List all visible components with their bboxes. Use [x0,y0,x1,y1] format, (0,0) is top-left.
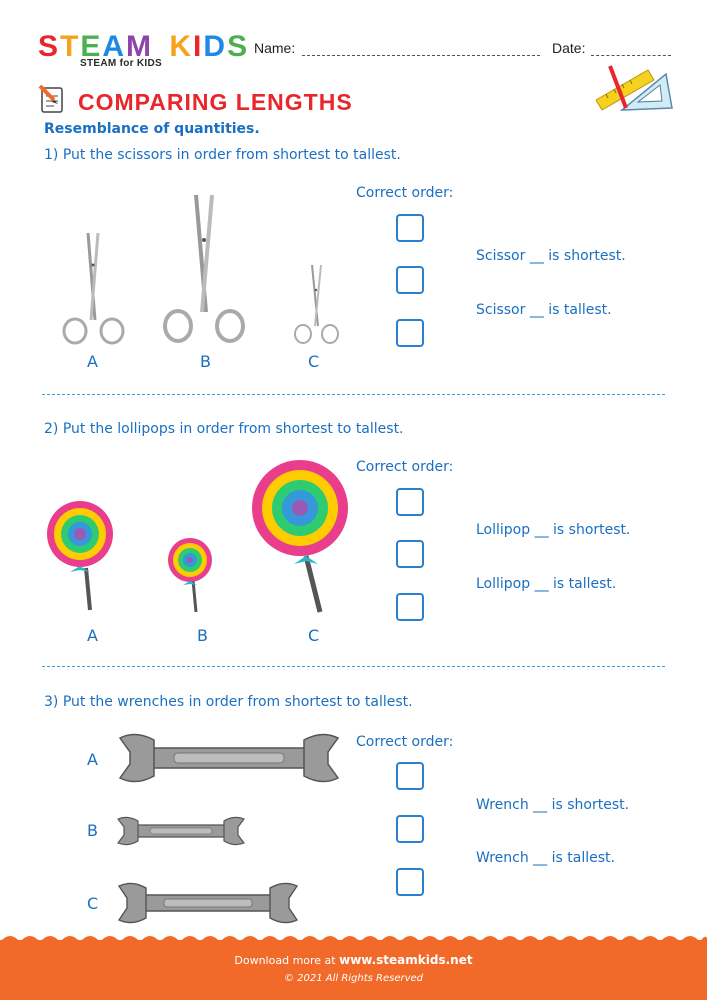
footer-download [0,953,707,967]
question-3-tallest-text: Wrench __ is tallest. [476,850,615,866]
name-label: Name: [254,40,296,56]
date-field[interactable] [591,55,671,56]
lollipop-b-image [166,536,216,616]
wrench-label-a: A [87,750,98,769]
question-2-prompt: 2) Put the lollipops in order from shortest to tallest. [44,421,404,437]
question-2-shortest-text: Lollipop __ is shortest. [476,522,631,538]
footer-download-prefix: Download more at [234,954,340,967]
question-3-prompt: 3) Put the wrenches in order from shortest to tallest. [44,694,413,710]
question-2-tallest-text: Lollipop __ is tallest. [476,576,617,592]
lollipop-label-b: B [197,626,208,645]
wrench-a-image [116,730,342,786]
question-3-shortest-text: Wrench __ is shortest. [476,797,630,813]
pencil-paper-icon [36,82,70,114]
footer-copyright: © 2021 All Rights Reserved [283,973,424,984]
page-subtitle: Resemblance of quantities. [44,121,260,137]
question-1-answer-box-1[interactable] [396,214,424,242]
divider-1 [42,394,665,395]
question-2-answer-box-3[interactable] [396,593,424,621]
question-1-order-label: Correct order: [356,185,454,201]
question-2-answer-box-1[interactable] [396,488,424,516]
question-1-answer-box-2[interactable] [396,266,424,294]
question-1-tallest-text: Scissor __ is tallest. [476,302,612,318]
question-2-order-label: Correct order: [356,459,454,475]
question-1-answer-box-3[interactable] [396,319,424,347]
question-3-answer-box-2[interactable] [396,815,424,843]
scissors-a-image [58,225,128,350]
scissors-label-a: A [87,352,98,371]
footer-site-link[interactable]: www.steamkids.net [339,953,473,967]
question-1-prompt: 1) Put the scissors in order from shortest to tallest. [44,147,401,163]
date-label: Date: [552,40,586,56]
lollipop-c-image [250,458,354,616]
page-title: COMPARING LENGTHS [78,89,353,115]
question-2-answer-box-2[interactable] [396,540,424,568]
wrench-b-image [116,815,246,847]
question-3-answer-box-3[interactable] [396,868,424,896]
wrench-c-image [116,880,300,926]
question-1-shortest-text: Scissor __ is shortest. [476,248,626,264]
wrench-label-b: B [87,821,98,840]
scissors-label-b: B [200,352,211,371]
ruler-triangle-icon [586,60,676,114]
steam-kids-logo: STEAM KIDS [38,30,250,63]
lollipop-label-a: A [87,626,98,645]
logo-subtitle: STEAM for KIDS [80,58,162,69]
name-field[interactable] [302,55,540,56]
question-3-order-label: Correct order: [356,734,454,750]
wrench-label-c: C [87,894,99,913]
scissors-c-image [288,260,344,350]
footer-bar [0,940,707,1000]
scissors-label-c: C [308,352,320,371]
lollipop-label-c: C [308,626,320,645]
scissors-b-image [158,190,250,350]
divider-2 [42,666,665,667]
lollipop-a-image [44,498,116,616]
question-3-answer-box-1[interactable] [396,762,424,790]
